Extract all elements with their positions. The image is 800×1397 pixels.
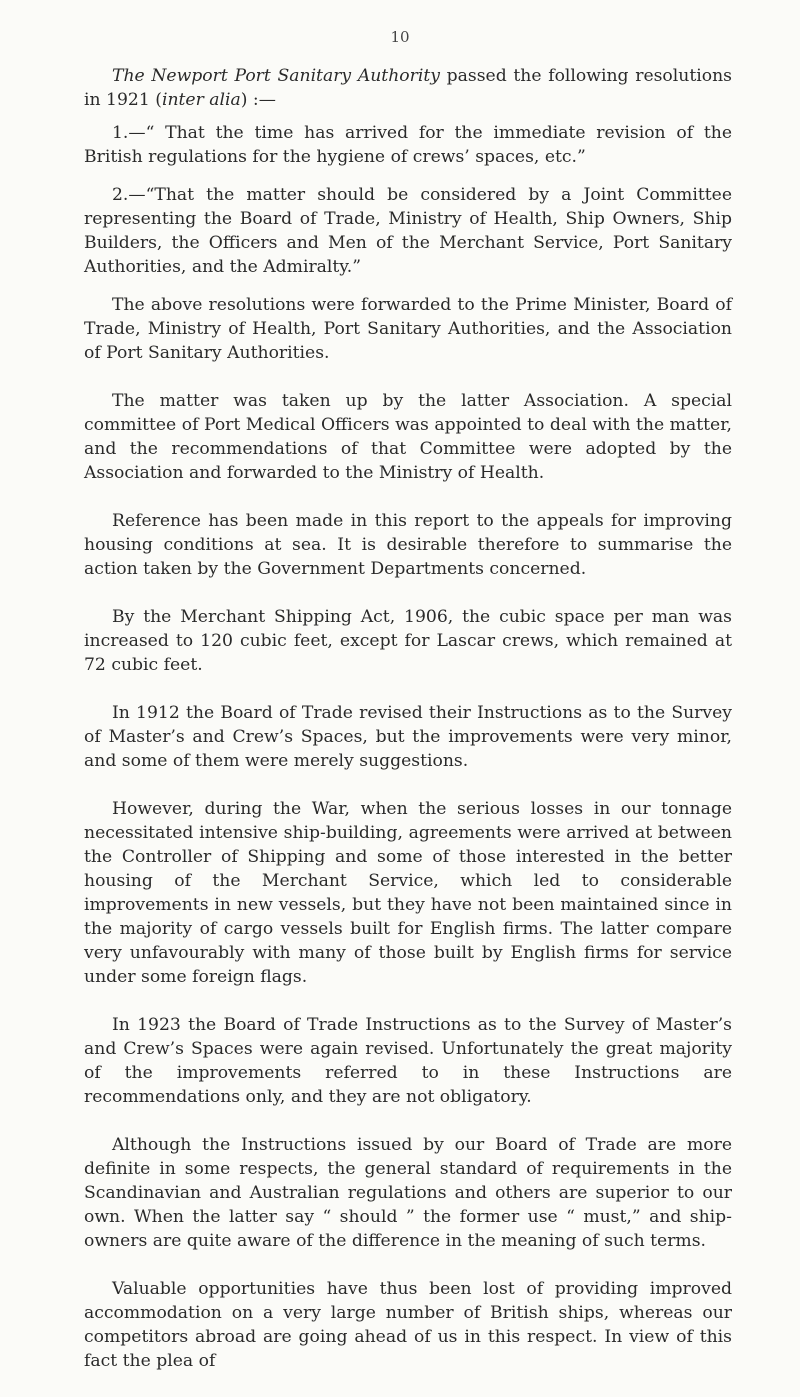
paragraph-instructions: Although the Instructions issued by our Board of Trade are more definite in some respects, the general standard of requirements in the Scandinavian and Australian regulations and others are superior to our own. When the latter say “ should ” the former use “ must,” and ship-owners are quite aware of the difference in the meaning of such terms. [84,1135,732,1251]
paragraph-opportunities: Valuable opportunities have thus been lost of providing improved accommodation on a very large number of British ships, whereas our competitors abroad are going ahead of us in this respect. In view of this fact the plea of [84,1279,732,1371]
paragraph-1923: In 1923 the Board of Trade Instructions as to the Survey of Master’s and Crew’s Spaces were again revised. Unfortunately the great majority of the improvements referred to in these Instructions are recommendations only, and they are not obligatory. [84,1015,732,1107]
resolution-2: 2.—“That the matter should be considered by a Joint Committee representing the Board of Trade, Ministry of Health, Ship Owners, Ship Builders, the Officers and Men of the Merchant Service, Port Sanitary Authorities, and the Admiralty.” [84,185,732,277]
paragraph-war: However, during the War, when the serious losses in our tonnage necessitated intensive ship-building, agreements were arrived at between the Controller of Shipping and some of those interested in the better housing of the Merchant Service, which led to considerable improvements in new vessels, but they have not been maintained since in the majority of cargo vessels built for English firms. The latter compare very unfavourably with many of those built by English firms for service under some foreign flags. [84,799,732,987]
intro-paragraph [84,64,732,112]
intro-tail: ) :— [240,90,276,110]
authority-name: The Newport Port Sanitary Authority [112,66,440,86]
inter-alia: inter alia [161,90,241,110]
paragraph-association: The matter was taken up by the latter Association. A special committee of Port Medical Officers was appointed to deal with the matter, and the recommendations of that Committee were adopted by the Association and forwarded to the Ministry of Health. [84,391,732,483]
paragraph-shipping-act: By the Merchant Shipping Act, 1906, the cubic space per man was increased to 120 cubic feet, except for Lascar crews, which remained at 72 cubic feet. [84,607,732,675]
resolution-1: 1.—“ That the time has arrived for the immediate revision of the British regulations for the hygiene of crews’ spaces, etc.” [84,123,732,167]
intro-text: passed the following resolutions in 1921 ( [84,66,732,110]
paragraph-reference: Reference has been made in this report to the appeals for improving housing conditions at sea. It is desirable therefore to summarise the action taken by the Government Departments concerned. [84,511,732,579]
paragraph-1912: In 1912 the Board of Trade revised their Instructions as to the Survey of Master’s and Crew’s Spaces, but the improvements were very minor, and some of them were merely suggestions. [84,703,732,771]
page-number: 10 [390,28,410,46]
body-text [84,64,732,1397]
paragraph-forwarded: The above resolutions were forwarded to the Prime Minister, Board of Trade, Ministry of Health, Port Sanitary Authorities, and the Association of Port Sanitary Authorities. [84,295,732,363]
